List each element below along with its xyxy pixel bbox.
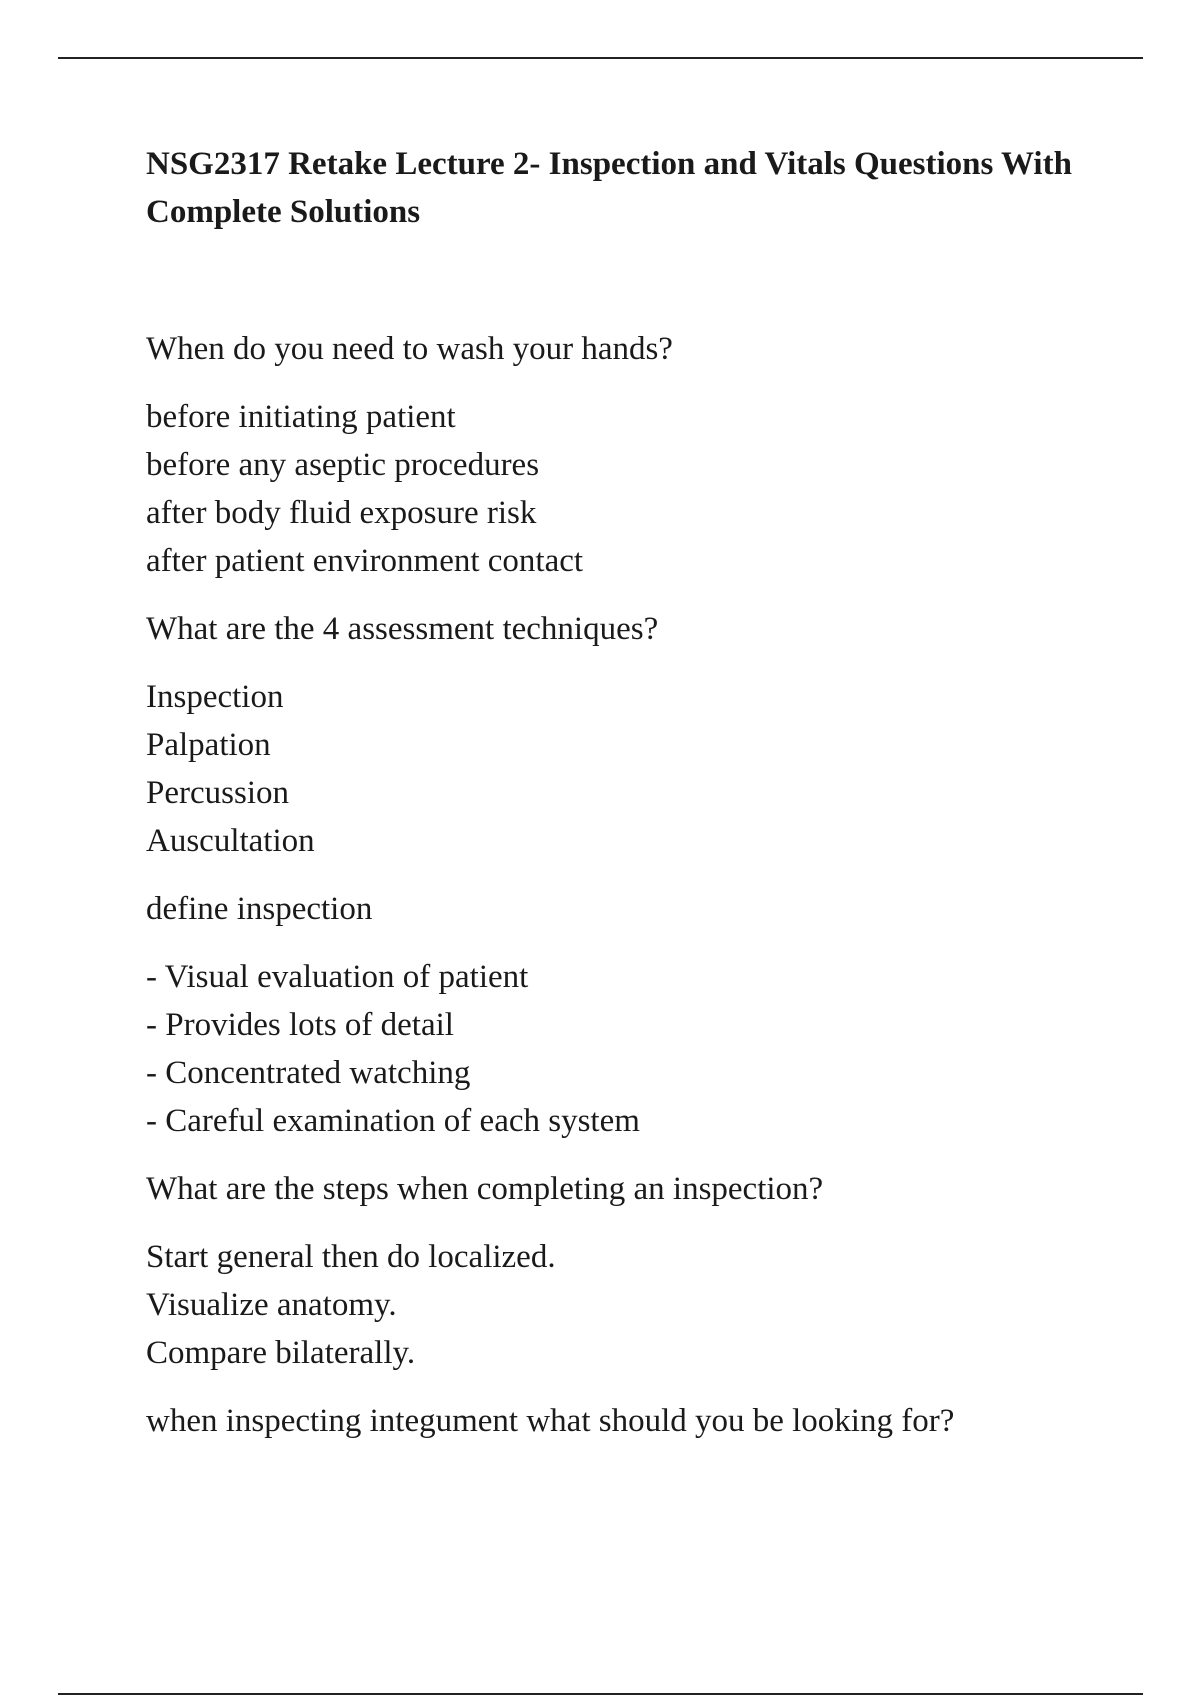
answer-line: Inspection — [146, 679, 284, 715]
qa-item — [146, 325, 1106, 585]
document-title: NSG2317 Retake Lecture 2- Inspection and Vitals Questions With Complete Solutions — [146, 146, 1072, 230]
qa-item — [146, 885, 1106, 1145]
answer-line: Start general then do localized. — [146, 1239, 556, 1275]
qa-item — [146, 605, 1106, 865]
question-text: define inspection — [146, 891, 373, 927]
answer-line: Compare bilaterally. — [146, 1335, 416, 1371]
question-text: What are the 4 assessment techniques? — [146, 611, 659, 647]
bottom-rule — [58, 1693, 1143, 1695]
answer-line: Palpation — [146, 727, 271, 763]
document-body — [146, 140, 1106, 1465]
answer-line: before any aseptic procedures — [146, 447, 540, 483]
answer-line: before initiating patient — [146, 399, 456, 435]
top-rule — [58, 57, 1143, 59]
qa-item — [146, 1165, 1106, 1377]
answer-line: Percussion — [146, 775, 289, 811]
answer-line: Visualize anatomy. — [146, 1287, 397, 1323]
answer-line: Auscultation — [146, 823, 315, 859]
answer-line: after patient environment contact — [146, 543, 584, 579]
question-text: when inspecting integument what should you be looking for? — [146, 1403, 955, 1439]
answer-block — [146, 673, 1106, 865]
answer-line: - Concentrated watching — [146, 1055, 471, 1091]
answer-line: - Provides lots of detail — [146, 1007, 454, 1043]
question-text: What are the steps when completing an inspection? — [146, 1171, 824, 1207]
answer-block — [146, 393, 1106, 585]
answer-block — [146, 953, 1106, 1145]
qa-item — [146, 1397, 1106, 1445]
question-text: When do you need to wash your hands? — [146, 331, 673, 367]
answer-line: after body fluid exposure risk — [146, 495, 537, 531]
answer-line: - Visual evaluation of patient — [146, 959, 529, 995]
qa-list — [146, 325, 1106, 1445]
answer-line: - Careful examination of each system — [146, 1103, 640, 1139]
answer-block — [146, 1233, 1106, 1377]
